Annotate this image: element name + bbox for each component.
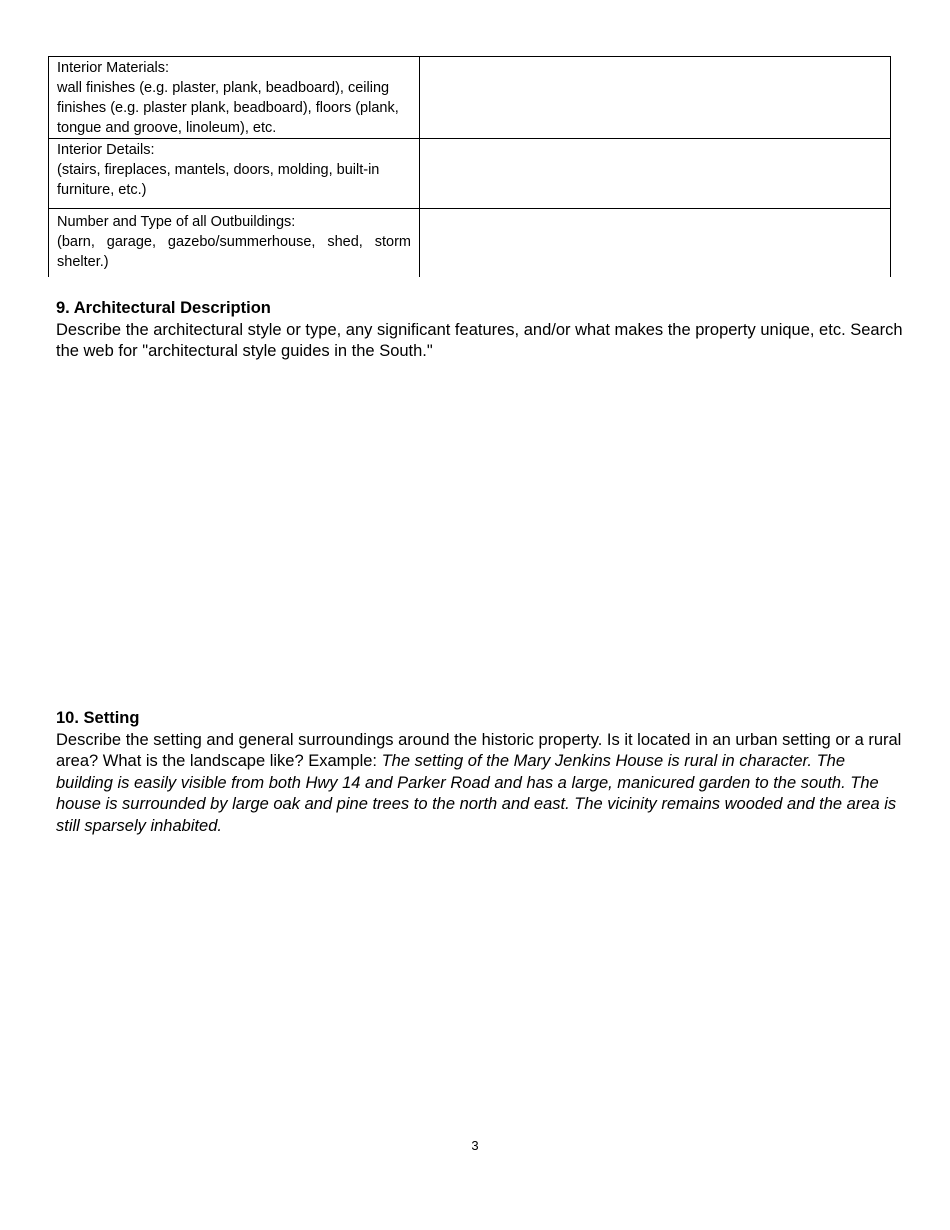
outbuildings-answer-field[interactable]	[420, 209, 891, 278]
interior-materials-value	[420, 57, 890, 58]
interior-details-value	[420, 139, 890, 140]
table-row	[49, 209, 891, 278]
outbuildings-label: Number and Type of all Outbuildings:	[57, 214, 296, 230]
property-details-table	[48, 56, 891, 277]
architectural-description-heading: 9. Architectural Description	[56, 299, 271, 317]
architectural-description-section	[56, 298, 904, 363]
interior-materials-label-cell	[49, 57, 420, 139]
setting-instructions	[56, 730, 904, 838]
setting-heading: 10. Setting	[56, 709, 140, 727]
interior-details-label-cell	[49, 139, 420, 209]
interior-details-detail: (stairs, fireplaces, mantels, doors, molding, built-in furniture, etc.)	[57, 162, 380, 198]
outbuildings-label-cell	[49, 209, 420, 278]
setting-section	[56, 708, 904, 837]
page-number: 3	[471, 1138, 479, 1153]
outbuildings-value	[420, 209, 890, 210]
setting-instructions-text: Describe the setting and general surroundings around the historic property. Is it located in an urban setting or a rural area? What is the landscape like? Example:	[56, 730, 902, 770]
interior-details-answer-field[interactable]	[420, 139, 891, 209]
interior-materials-answer-field[interactable]	[420, 57, 891, 139]
setting-example-text: The setting of the Mary Jenkins House is rural in character. The building is easily visible from both Hwy 14 and Parker Road and has a large, manicured garden to the south. The house is surrounded by large oak and pine trees to the north and east. The vicinity remains wooded and the area is still sparsely inhabited.	[56, 752, 897, 835]
table-row	[49, 57, 891, 139]
interior-materials-detail: wall finishes (e.g. plaster, plank, beadboard), ceiling finishes (e.g. plaster plank, beadboard), floors (plank, tongue and groove, linoleum), etc.	[57, 80, 399, 136]
architectural-description-instructions: Describe the architectural style or type, any significant features, and/or what makes the property unique, etc. Search the web for "architectural style guides in the South."	[56, 320, 903, 360]
interior-details-label: Interior Details:	[57, 142, 155, 158]
table-row	[49, 139, 891, 209]
outbuildings-detail: (barn, garage, gazebo/summerhouse, shed, storm shelter.)	[57, 234, 411, 270]
interior-materials-label: Interior Materials:	[57, 60, 170, 76]
